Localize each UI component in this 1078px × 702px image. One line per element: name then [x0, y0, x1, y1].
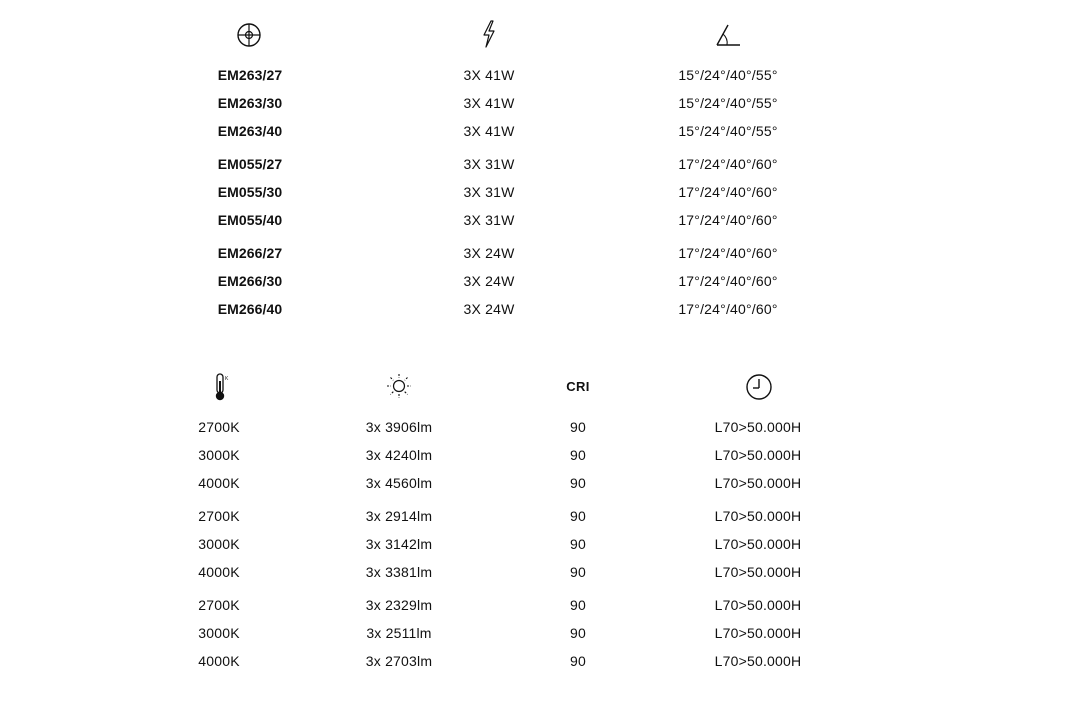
- color-temperature-value: 2700K: [198, 419, 240, 435]
- luminous-flux-value: 3x 3906lm: [365, 419, 433, 435]
- model-code: EM055/30: [217, 184, 283, 200]
- color-temperature-value: 2700K: [198, 597, 240, 613]
- color-temperature-value: 4000K: [198, 475, 240, 491]
- cri-value: 90: [570, 419, 586, 435]
- cri-value: 90: [570, 508, 586, 524]
- lifetime-value: L70>50.000H: [714, 447, 802, 463]
- model-code: EM263/30: [217, 95, 283, 111]
- cri-value: 90: [570, 536, 586, 552]
- power-value: 3X 24W: [463, 273, 515, 289]
- color-temperature-value: 4000K: [198, 564, 240, 580]
- svg-text:K: K: [225, 376, 229, 382]
- lifetime-value: L70>50.000H: [714, 536, 802, 552]
- power-value: 3X 24W: [463, 301, 515, 317]
- cri-value: 90: [570, 653, 586, 669]
- luminous-flux-value: 3x 3381lm: [365, 564, 433, 580]
- power-value: 3X 24W: [463, 245, 515, 261]
- lifetime-icon: [745, 373, 773, 401]
- power-value: 3X 41W: [463, 67, 515, 83]
- beam-angles-value: 17°/24°/40°/60°: [678, 273, 778, 289]
- power-value: 3X 41W: [463, 123, 515, 139]
- power-value: 3X 31W: [463, 184, 515, 200]
- lifetime-value: L70>50.000H: [714, 564, 802, 580]
- lifetime-value: L70>50.000H: [714, 419, 802, 435]
- color-temperature-icon: [212, 372, 230, 402]
- lifetime-value: L70>50.000H: [714, 508, 802, 524]
- beam-angles-value: 15°/24°/40°/55°: [678, 95, 778, 111]
- power-value: 3X 31W: [463, 156, 515, 172]
- lifetime-value: L70>50.000H: [714, 625, 802, 641]
- model-code: EM055/40: [217, 212, 283, 228]
- beam-angles-value: 17°/24°/40°/60°: [678, 156, 778, 172]
- color-temperature-value: 2700K: [198, 508, 240, 524]
- power-value: 3X 41W: [463, 95, 515, 111]
- model-code: EM266/30: [217, 273, 283, 289]
- cri-value: 90: [570, 475, 586, 491]
- luminous-flux-value: 3x 4560lm: [365, 475, 433, 491]
- beam-angles-value: 15°/24°/40°/55°: [678, 67, 778, 83]
- beam-angles-value: 17°/24°/40°/60°: [678, 212, 778, 228]
- luminous-flux-value: 3x 2703lm: [365, 653, 433, 669]
- beam-angles-value: 17°/24°/40°/60°: [678, 245, 778, 261]
- beam-angles-value: 15°/24°/40°/55°: [678, 123, 778, 139]
- lifetime-value: L70>50.000H: [714, 597, 802, 613]
- power-value: 3X 31W: [463, 212, 515, 228]
- beam-angles-value: 17°/24°/40°/60°: [678, 184, 778, 200]
- color-temperature-value: 3000K: [198, 625, 240, 641]
- model-code: EM263/40: [217, 123, 283, 139]
- beam-angle-icon: [714, 22, 742, 48]
- luminous-flux-value: 3x 2511lm: [366, 625, 432, 641]
- cri-label: CRI: [566, 379, 590, 394]
- color-temperature-value: 3000K: [198, 536, 240, 552]
- beam-angles-value: 17°/24°/40°/60°: [678, 301, 778, 317]
- luminous-flux-value: 3x 3142lm: [365, 536, 433, 552]
- diameter-icon: [236, 22, 262, 48]
- cri-value: 90: [570, 625, 586, 641]
- model-code: EM055/27: [217, 156, 283, 172]
- power-icon: [480, 20, 498, 48]
- color-temperature-value: 3000K: [198, 447, 240, 463]
- model-code: EM266/27: [217, 245, 283, 261]
- color-temperature-value: 4000K: [198, 653, 240, 669]
- lifetime-value: L70>50.000H: [714, 653, 802, 669]
- cri-value: 90: [570, 447, 586, 463]
- luminous-flux-value: 3x 2329lm: [365, 597, 433, 613]
- luminous-flux-value: 3x 2914lm: [365, 508, 433, 524]
- lifetime-value: L70>50.000H: [714, 475, 802, 491]
- luminous-flux-icon: [386, 373, 412, 399]
- cri-value: 90: [570, 564, 586, 580]
- model-code: EM266/40: [217, 301, 283, 317]
- cri-value: 90: [570, 597, 586, 613]
- luminous-flux-value: 3x 4240lm: [365, 447, 433, 463]
- model-code: EM263/27: [217, 67, 283, 83]
